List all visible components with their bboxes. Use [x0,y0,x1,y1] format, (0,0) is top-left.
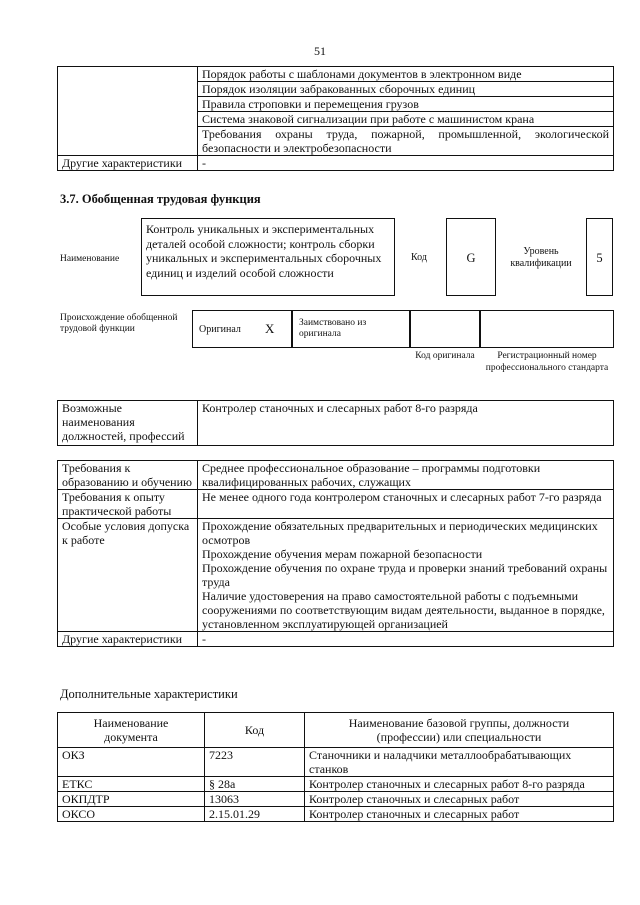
code-cell: 7223 [205,748,305,777]
doc-cell: ОКЗ [58,748,205,777]
origin-original-box [192,310,292,348]
code-cell: 2.15.01.29 [205,807,305,822]
experience-value: Не менее одного года контролером станочных и слесарных работ 7-го разряда [198,490,614,519]
experience-label: Требования к опыту практической работы [58,490,198,519]
function-name-box [141,218,395,296]
table-row [58,519,614,632]
special-condition-item: Прохождение обучения мерам пожарной безопасности [202,547,483,561]
function-code-box [446,218,496,296]
name-cell: Контролер станочных и слесарных работ [305,807,614,822]
origin-borrowed-box [292,310,410,348]
table-row [58,67,614,82]
table-row [58,461,614,490]
page-number: 51 [314,44,326,58]
origin-label: Происхождение обобщенной трудовой функции [60,313,178,334]
table-row [58,777,614,792]
header-document: Наименование документа [58,713,205,748]
education-value: Среднее профессиональное образование – программы подготовки квалифицированных рабочих, служащих [198,461,614,490]
name-cell: Контролер станочных и слесарных работ 8-го разряда [305,777,614,792]
knowledge-item: Требования охраны труда, пожарной, промышленной, экологической безопасности и электробезопасности [198,127,614,156]
origin-original-mark: X [265,321,275,336]
knowledge-item: Система знаковой сигнализации при работе с машинистом крана [198,112,614,127]
other-characteristics-value: - [198,632,614,647]
origin-reg-caption: Регистрационный номер профессионального стандарта [485,351,609,373]
section-title: 3.7. Обобщенная трудовая функция [60,192,261,206]
requirements-table [57,460,614,647]
other-characteristics-value: - [198,156,614,171]
table-row [58,807,614,822]
doc-cell: ЕТКС [58,777,205,792]
additional-table [57,712,614,822]
table-row [58,156,614,171]
qualification-level-label: Уровень квалификации [510,246,572,269]
origin-code-box [410,310,480,348]
education-label: Требования к образованию и обучению [58,461,198,490]
table-row [58,401,614,446]
function-name-value: Контроль уникальных и экспериментальных деталей особой сложности; контроль сборки уникальных и экспериментальных сборочных единиц и изделий особой сложности [146,222,382,280]
other-characteristics-label: Другие характеристики [58,632,198,647]
header-group-name: Наименование базовой группы, должности (профессии) или специальности [305,713,614,748]
other-characteristics-label: Другие характеристики [58,156,198,171]
positions-value: Контролер станочных и слесарных работ 8-го разряда [198,401,614,446]
positions-table [57,400,614,446]
function-name-label: Наименование [60,254,120,264]
doc-cell: ОКПДТР [58,792,205,807]
code-cell: § 28а [205,777,305,792]
table-row [58,490,614,519]
code-cell: 13063 [205,792,305,807]
origin-borrowed-label: Заимствовано из оригинала [299,318,367,339]
qualification-level-box [586,218,613,296]
name-cell: Контролер станочных и слесарных работ [305,792,614,807]
table-row [58,748,614,777]
origin-code-caption: Код оригинала [415,351,475,361]
positions-label: Возможные наименования должностей, профессий [58,401,198,446]
name-cell: Станочники и наладчики металлообрабатывающих станков [305,748,614,777]
special-condition-item: Прохождение обучения по охране труда и проверки знаний требований охраны труда [202,561,608,589]
knowledge-table [57,66,614,171]
origin-original-label: Оригинал [199,324,241,335]
empty-label-cell [58,67,198,156]
special-conditions-label: Особые условия допуска к работе [58,519,198,632]
table-row [58,792,614,807]
origin-reg-box [480,310,614,348]
special-conditions-value [198,519,614,632]
function-code-value: G [466,251,476,265]
knowledge-item: Правила строповки и перемещения грузов [198,97,614,112]
function-code-label: Код [411,252,427,263]
special-condition-item: Наличие удостоверения на право самостоятельной работы с подъемными сооружениями по соответствующим видам деятельности, выданное в порядке, установленном эксплуатирующей организацией [202,589,605,631]
doc-cell: ОКСО [58,807,205,822]
knowledge-item: Порядок работы с шаблонами документов в электронном виде [198,67,614,82]
table-row [58,632,614,647]
table-header-row [58,713,614,748]
additional-title: Дополнительные характеристики [60,687,238,701]
header-code: Код [205,713,305,748]
special-condition-item: Прохождение обязательных предварительных и периодических медицинских осмотров [202,519,598,547]
knowledge-item: Порядок изоляции забракованных сборочных единиц [198,82,614,97]
qualification-level-value: 5 [596,251,603,265]
